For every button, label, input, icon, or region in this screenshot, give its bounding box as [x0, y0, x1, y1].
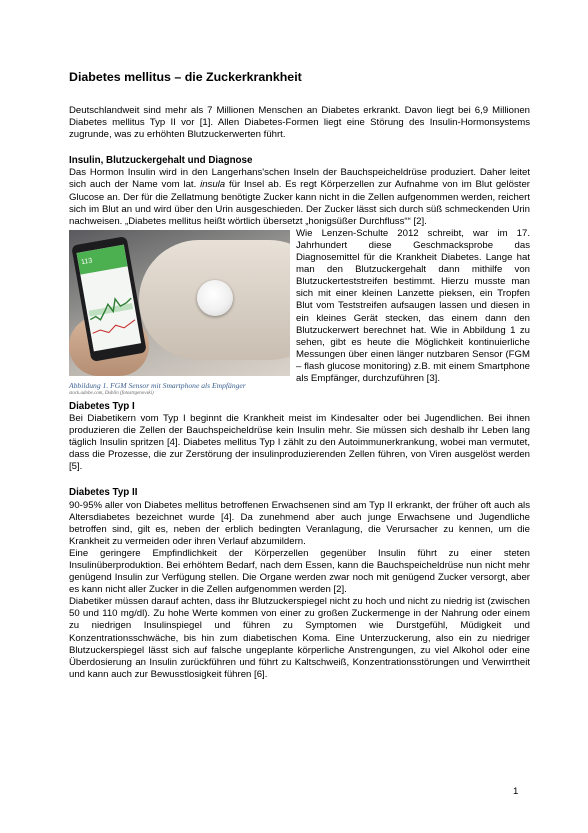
section-insulin: [69, 155, 530, 396]
section-heading-insulin: Insulin, Blutzuckergehalt und Diagnose: [69, 155, 253, 167]
fgm-sensor-photo: [69, 230, 290, 376]
section-text-typ2-p3: Diabetiker müssen darauf achten, dass ihr Blutzuckerspiegel nicht zu hoch und nicht zu niedrig ist (zwischen 50 und 110 mg/dl). Zu hohe Werte kommen von einer zu großen Zuckermenge in der Nahrung oder einem zu niedrigen Insulinspiegel und führen zu Symptomen wie Durstgefühl, Müdigkeit und Konzentrationsschwäche, bis hin zum diabetischen Koma. Eine Unterzuckerung, also ein zu niedriger Blutzuckerspiegel lässt sich auf falsche ungeplante körperliche Anstrengungen, zu viel Alkohol oder eine Überdosierung an Insulin zurückführen und führt zu Kaltschweiß, Konzentrationsstörungen und Verwirrtheit und kann auch zur Bewusstlosigkeit führen [6].: [69, 596, 530, 680]
figure-credit: stock.adobe.com, Dublin (fotostrgenovski): [69, 390, 154, 396]
intro-paragraph: Deutschlandweit sind mehr als 7 Millionen Menschen an Diabetes erkrankt. Davon liegt bei 6,9 Millionen Diabetes mellitus Typ II vor [1]. Allen Diabetes-Formen liegt eine Störung des Insulin-Hormonsystems zugrunde, was zu erhöhten Blutzuckerwerten führt.: [69, 105, 530, 141]
section-typ1: [69, 401, 530, 474]
section-text-insulin: [69, 167, 530, 396]
figure-fgm-sensor: [69, 230, 290, 397]
glucose-sensor-icon: [197, 280, 233, 316]
section-typ2: [69, 487, 530, 681]
glucose-graph-icon: [80, 266, 141, 351]
document-title: Diabetes mellitus – die Zuckerkrankheit: [69, 70, 302, 84]
section-text-typ1: Bei Diabetikern vom Typ I beginnt die Krankheit meist im Kindesalter oder bei Jugendlichen. Bei ihnen produzieren die Zellen der Bauchspeicheldrüse kein Insulin mehr. Sie müssen sich deshalb ihr Leben lang täglich Insulin spritzen [4]. Diabetes mellitus Typ I zählt zu den Autoimmunerkrankung, wobei man vermutet, dass die Prozesse, die zur Zerstörung der insulinproduzierenden Zellen führen, von Viren ausgelöst werden [5].: [69, 412, 530, 473]
insulin-text-part1: Das Hormon Insulin wird in den Langerhans'schen Inseln der Bauchspeicheldrüse produziert. Daher leitet sich auch der Name vom lat.: [69, 167, 530, 191]
section-heading-typ1: Diabetes Typ I: [69, 400, 135, 412]
insulin-text-part2a: für Insel ab. Es regt Körperzellen zur Aufnahme von im Blut gelöster Glucose an. Der für die Zellatmung benötigte Zucker kann nicht in die Zellen aufgenommen werden, reichert sich im Blut an und wird über den Urin ausgeschieden. Der Zucker lässt sich durch süß schmeckenden Urin nachweisen. „Diabetes mellitus heißt wörtlich übersetzt „honigsüßer Durchfluss““ [2].: [69, 179, 530, 227]
smartphone-screen: [77, 244, 142, 351]
section-heading-typ2: Diabetes Typ II: [69, 487, 138, 499]
page-number: 1: [513, 786, 519, 797]
insula-term: insula: [200, 179, 226, 191]
glucose-reading: 113: [77, 244, 128, 274]
section-text-typ2-p1: 90-95% aller von Diabetes mellitus betroffenen Erwachsenen sind am Typ II erkrankt, der früher oft auch als Altersdiabetes bezeichnet wurde [4]. Da zunehmend aber auch junge Erwachsene und Jugendliche betroffen sind, gilt es, neben der erblich bedingten Veranlagung, die Verursacher zu kennen, um die Krankheit zu vermeiden oder ihren Verlauf abzumildern.: [69, 499, 530, 547]
insulin-text-part2b: Wie Lenzen-Schulte 2012 schreibt, war im 17. Jahrhundert diese Geschmacksprobe das Diagnosemittel für die Krankheit Diabetes. Lange hat man den Blutzuckergehalt dann mithilfe von Blutzuckerteststreifen bestimmt. Hierzu musste man sich mit einer kleinen Lanzette pieksen, ein Tropfen Blut vom Teststreifen aufsaugen lassen und diesen in ein kleines Gerät stecken, das einem dann den Blutzuckerwert berechnet hat. Wie in Abbildung 1 zu sehen, gibt es heute die Möglichkeit kontinuierliche Messungen über einen länger nutzbaren Sensor (FGM – flash glucose monitoring) z.B. mit einem Smartphone als Empfänger, durchzuführen [3].: [296, 227, 530, 384]
section-text-typ2-p2: Eine geringere Empfindlichkeit der Körperzellen gegenüber Insulin führt zu einer steten Insulinüberproduktion. Bei erhöhtem Bedarf, nach dem Essen, kann die Bauchspeicheldrüse nun nicht mehr genügend Insulin zur Verfügung stellen. Die Organe werden zwar noch mit genügend Zucker versorgt, aber es kann nicht aller Zucker in die Zellen aufgenommen werden [2].: [69, 547, 530, 596]
insulin-text-part2: [69, 179, 530, 396]
figure-caption: Abbildung 1. FGM Sensor mit Smartphone als Empfänger: [69, 380, 246, 390]
